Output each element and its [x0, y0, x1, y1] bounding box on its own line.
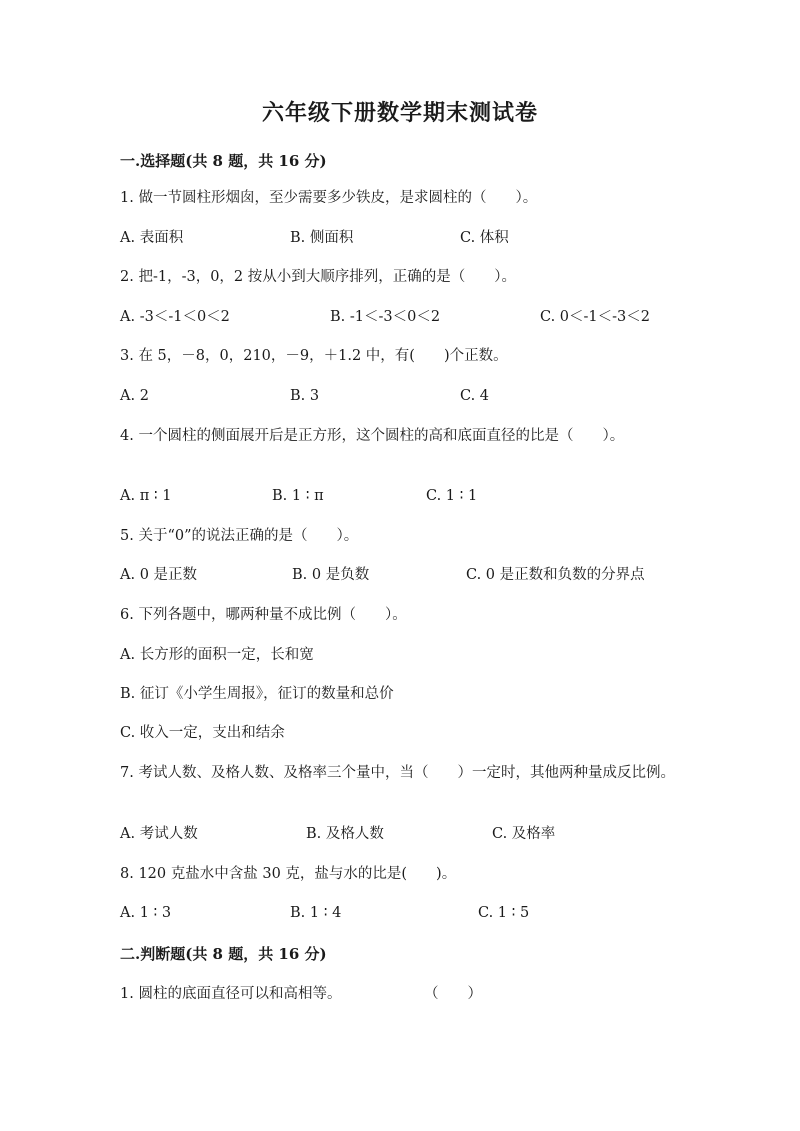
question-8-option-a: A. 1 ∶ 3: [120, 905, 172, 921]
section-heading-choice: 一.选择题(共 8 题，共 16 分): [120, 152, 327, 170]
page-title: 六年级下册数学期末测试卷: [261, 100, 538, 126]
question-3: 3. 在 5，－8，0，210，－9，＋1.2 中，有( )个正数。: [120, 348, 508, 364]
question-6-option-a: A. 长方形的面积一定，长和宽: [120, 647, 314, 663]
question-1-option-a: A. 表面积: [120, 230, 184, 246]
question-6-option-b: B. 征订《小学生周报》，征订的数量和总价: [120, 686, 394, 702]
judgement-question-1-blank: （ ）: [424, 986, 482, 1002]
question-4-option-c: C. 1 ∶ 1: [426, 488, 478, 504]
question-3-option-a: A. 2: [120, 388, 149, 404]
question-6-option-c: C. 收入一定，支出和结余: [120, 725, 285, 741]
question-2: 2. 把-1，-3，0，2 按从小到大顺序排列，正确的是（ ）。: [120, 269, 517, 285]
question-4-option-b: B. 1 ∶ π: [272, 488, 324, 504]
question-8-option-c: C. 1 ∶ 5: [478, 905, 530, 921]
question-7-option-a: A. 考试人数: [120, 826, 198, 842]
question-2-option-b: B. -1＜-3＜0＜2: [330, 309, 441, 325]
question-5-option-b: B. 0 是负数: [292, 567, 370, 583]
question-1: 1. 做一节圆柱形烟囱，至少需要多少铁皮，是求圆柱的（ ）。: [120, 190, 538, 206]
question-5: 5. 关于“0”的说法正确的是（ ）。: [120, 528, 359, 544]
question-5-option-c: C. 0 是正数和负数的分界点: [466, 567, 645, 583]
question-1-option-c: C. 体积: [460, 230, 509, 246]
question-7-option-c: C. 及格率: [492, 826, 556, 842]
question-8: 8. 120 克盐水中含盐 30 克，盐与水的比是( )。: [120, 866, 457, 882]
section-heading-judgement: 二.判断题(共 8 题，共 16 分): [120, 945, 327, 963]
question-2-option-a: A. -3＜-1＜0＜2: [120, 309, 230, 325]
question-8-option-b: B. 1 ∶ 4: [290, 905, 342, 921]
question-2-option-c: C. 0＜-1＜-3＜2: [540, 309, 650, 325]
question-3-option-b: B. 3: [290, 388, 320, 404]
judgement-question-1: 1. 圆柱的底面直径可以和高相等。: [120, 986, 342, 1002]
question-3-option-c: C. 4: [460, 388, 490, 404]
question-5-option-a: A. 0 是正数: [120, 567, 198, 583]
question-7-option-b: B. 及格人数: [306, 826, 384, 842]
question-6: 6. 下列各题中，哪两种量不成比例（ ）。: [120, 607, 407, 623]
question-7: 7. 考试人数、及格人数、及格率三个量中，当（ ）一定时，其他两种量成反比例。: [120, 765, 675, 781]
question-4: 4. 一个圆柱的侧面展开后是正方形，这个圆柱的高和底面直径的比是（ ）。: [120, 428, 625, 444]
question-1-option-b: B. 侧面积: [290, 230, 354, 246]
question-4-option-a: A. π ∶ 1: [120, 488, 172, 504]
